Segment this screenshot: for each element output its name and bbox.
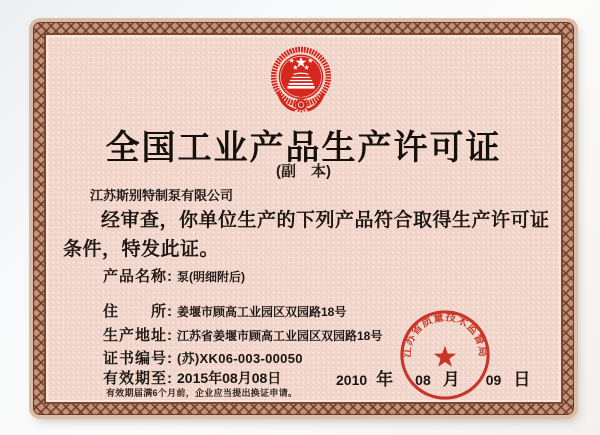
field-value: 2015年08月08日 bbox=[177, 370, 282, 386]
field-label: 有效期至: bbox=[103, 370, 173, 387]
field-row-certificate-number bbox=[103, 347, 303, 368]
company-name: 江苏斯别特制泵有限公司 bbox=[90, 188, 234, 203]
issue-day-unit: 日 bbox=[513, 370, 531, 389]
issue-month-unit: 月 bbox=[442, 370, 460, 389]
prc-national-emblem-icon bbox=[270, 44, 332, 122]
issue-day: 09 bbox=[485, 372, 502, 388]
statement-line-1: 经审查，你单位生产的下列产品符合取得生产许可证 bbox=[101, 210, 550, 231]
field-value: 泵(明细附后) bbox=[177, 270, 245, 284]
field-label: 生产地址: bbox=[103, 327, 173, 344]
field-label: 住 所: bbox=[103, 303, 173, 320]
field-row-production-address bbox=[103, 324, 382, 345]
seal-text: 江苏省质量技术监督局 bbox=[401, 311, 489, 358]
field-label: 产品名称: bbox=[103, 268, 173, 285]
field-value: (苏)XK06-003-00050 bbox=[177, 351, 303, 366]
issue-month: 08 bbox=[415, 372, 431, 388]
field-row-residence bbox=[103, 300, 346, 321]
renewal-note: 有效期届满6个月前，企业应当提出换证申请。 bbox=[106, 388, 298, 398]
field-row-product-name bbox=[103, 265, 245, 286]
certificate-title: 全国工业产品生产许可证 bbox=[105, 129, 502, 167]
field-row-valid-until bbox=[103, 367, 281, 388]
certificate-border bbox=[33, 22, 574, 415]
certificate-paper bbox=[44, 33, 563, 404]
issue-year-unit: 年 bbox=[376, 370, 394, 389]
field-label: 证书编号: bbox=[103, 350, 173, 367]
official-seal-stamp-icon bbox=[398, 308, 492, 402]
certificate-subtitle: (副 本) bbox=[276, 163, 331, 180]
seal-star-icon bbox=[434, 346, 456, 367]
field-value: 姜堰市顾高工业园区双园路18号 bbox=[177, 305, 347, 319]
issue-year: 2010 bbox=[336, 372, 368, 388]
field-value: 江苏省姜堰市顾高工业园区双园路18号 bbox=[177, 329, 383, 343]
statement-line-2: 条件，特发此证。 bbox=[63, 239, 220, 260]
